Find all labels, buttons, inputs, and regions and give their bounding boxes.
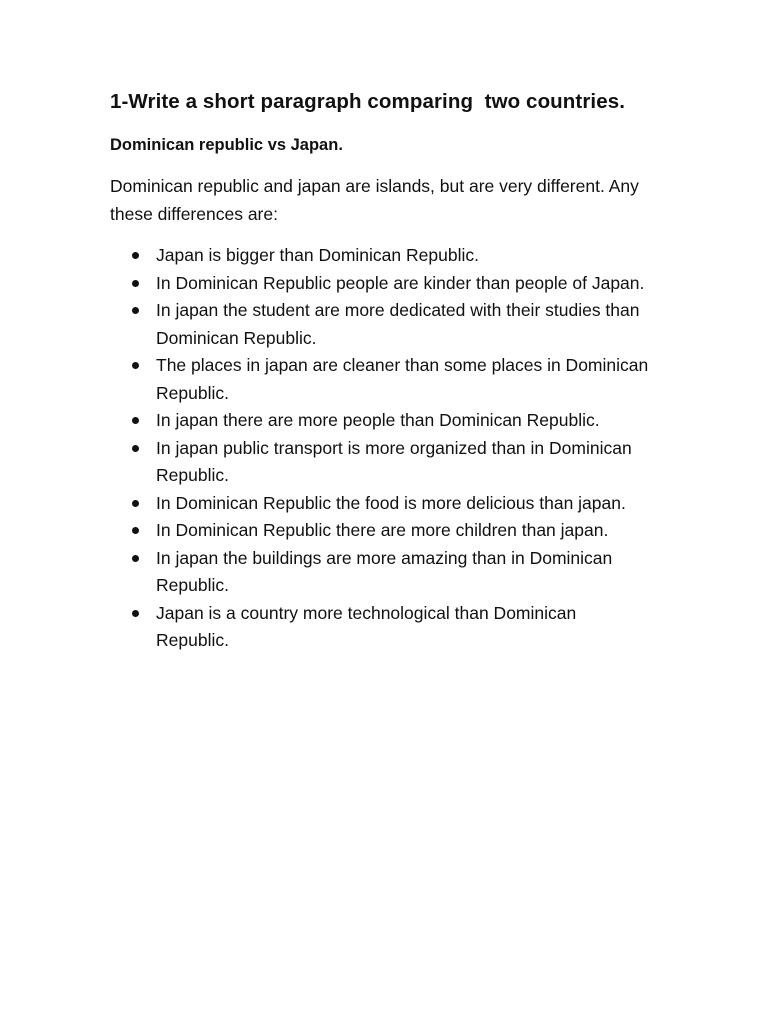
list-item-text: In japan there are more people than Dominican Republic.	[156, 410, 600, 430]
list-item	[110, 352, 650, 407]
list-item-text: In Dominican Republic the food is more delicious than japan.	[156, 492, 626, 513]
bullet-dot-icon	[132, 527, 139, 534]
list-item	[110, 435, 650, 490]
bullet-dot-icon	[132, 280, 139, 287]
list-item	[110, 242, 650, 270]
bullet-dot-icon	[132, 610, 139, 617]
list-item-text: Japan is bigger than Dominican Republic.	[156, 245, 479, 265]
list-item	[110, 490, 650, 518]
bullet-dot-icon	[132, 555, 139, 562]
list-item-text: Japan is a country more technological than Dominican Republic.	[156, 602, 577, 650]
document-title: 1-Write a short paragraph comparing two countries.	[110, 90, 626, 113]
list-item-text: The places in japan are cleaner than some places in Dominican Republic.	[156, 355, 649, 403]
bullet-dot-icon	[132, 417, 139, 424]
list-item	[110, 407, 650, 435]
list-item-text: In Dominican Republic people are kinder than people of Japan.	[156, 272, 645, 293]
list-item-text: In japan the student are more dedicated with their studies than Dominican Republic.	[156, 300, 640, 348]
document-subtitle: Dominican republic vs Japan.	[110, 136, 343, 154]
differences-list	[110, 242, 650, 655]
list-item	[110, 600, 650, 655]
list-item	[110, 297, 650, 352]
list-item-text: In Dominican Republic there are more children than japan.	[156, 520, 609, 540]
list-item-text: In japan public transport is more organized than in Dominican Republic.	[156, 437, 632, 485]
list-item	[110, 545, 650, 600]
bullet-dot-icon	[132, 500, 139, 507]
bullet-dot-icon	[132, 445, 139, 452]
bullet-dot-icon	[132, 362, 139, 369]
list-item	[110, 517, 650, 545]
bullet-dot-icon	[132, 252, 139, 259]
intro-paragraph: Dominican republic and japan are islands, but are very different. Any these differences are:	[110, 176, 639, 224]
bullet-dot-icon	[132, 307, 139, 314]
list-item-text: In japan the buildings are more amazing than in Dominican Republic.	[156, 547, 613, 595]
list-item	[110, 270, 650, 298]
